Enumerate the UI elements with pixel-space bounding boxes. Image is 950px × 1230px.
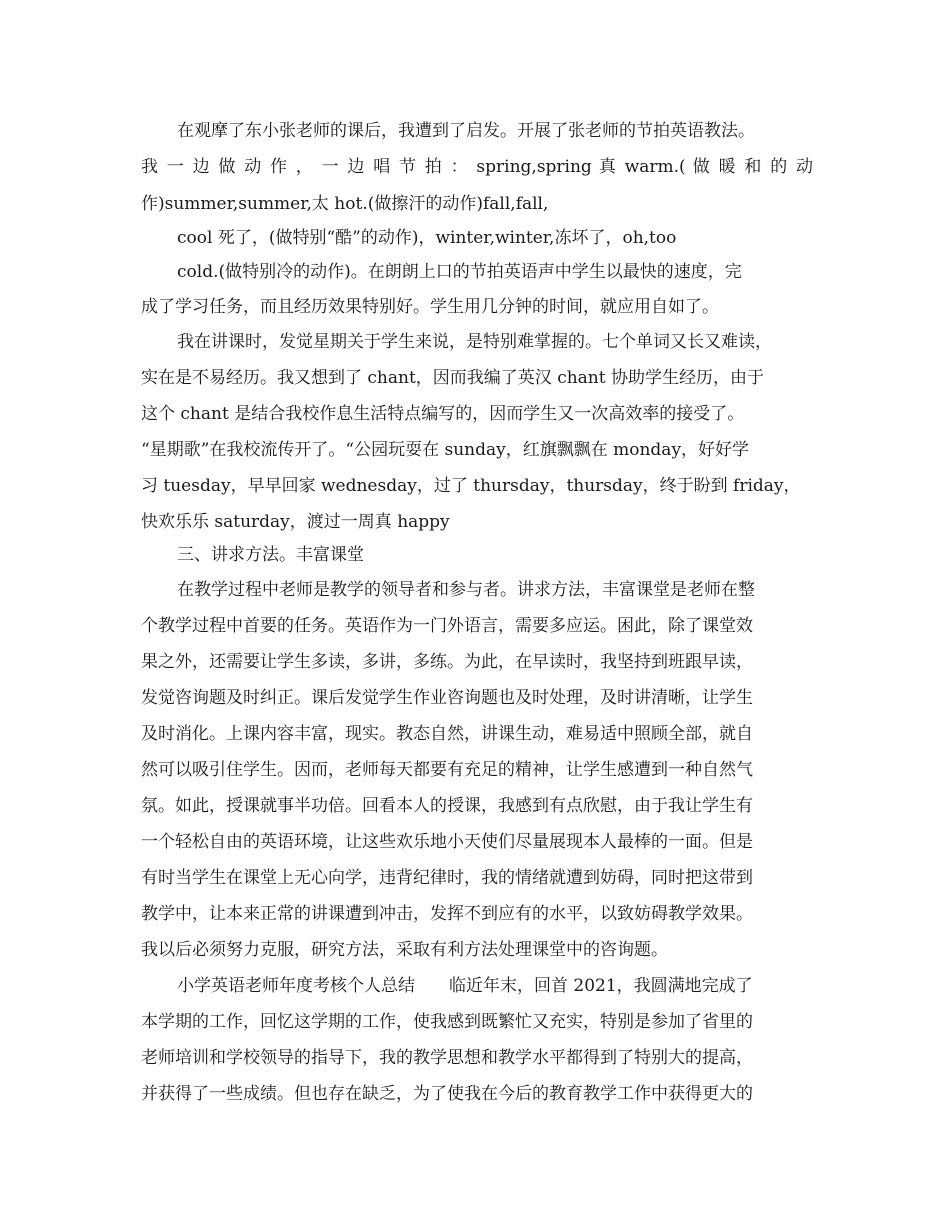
text-line: 在教学过程中老师是教学的领导者和参与者。讲求方法，丰富课堂是老师在整 [177,580,755,600]
text-line: 有时当学生在课堂上无心向学，违背纪律时，我的情绪就遭到妨碍，同时把这带到 [141,868,753,888]
text-line: 一个轻松自由的英语环境，让这些欢乐地小天使们尽量展现本人最棒的一面。但是 [141,832,753,852]
text-line: 成了学习任务，而且经历效果特别好。学生用几分钟的时间，就应用自如了。 [141,297,719,317]
text-line: 我 一 边 做 动 作 ， 一 边 唱 节 拍 ： spring,spring 真 warm.( 做 暖 和 的 动 [141,157,813,177]
text-line: 本学期的工作，回忆这学期的工作，使我感到既繁忙又充实，特别是参加了省里的 [141,1012,753,1032]
text-line: cold.(做特别冷的动作)。在朗朗上口的节拍英语声中学生以最快的速度，完 [177,262,742,282]
text-line: “星期歌”在我校流传开了。“公园玩耍在 sunday，红旗飘飘在 monday，好好学 [141,440,750,460]
section-heading: 三、讲求方法。丰富课堂 [177,545,364,565]
text-line: 个教学过程中首要的任务。英语作为一门外语言，需要多应运。困此，除了课堂效 [141,616,753,636]
text-line: 我以后必须努力克服，研究方法，采取有利方法处理课堂中的咨询题。 [141,940,668,960]
text-line: 这个 chant 是结合我校作息生活特点编写的，因而学生又一次高效率的接受了。 [141,404,745,424]
text-line: 教学中，让本来正常的讲课遭到冲击，发挥不到应有的水平，以致妨碍教学效果。 [141,904,753,924]
text-line: 快欢乐乐 saturday，渡过一周真 happy [141,512,450,532]
text-line: 老师培训和学校领导的指导下，我的教学思想和教学水平都得到了特别大的提高， [141,1048,753,1068]
text-line: 习 tuesday，早早回家 wednesday，过了 thursday，thursday，终于盼到 friday， [141,476,801,496]
text-line: 作)summer,summer,太 hot.(做擦汗的动作)fall,fall, [141,194,549,214]
text-line: 我在讲课时，发觉星期关于学生来说，是特别难掌握的。七个单词又长又难读， [177,332,772,352]
text-line: 小学英语老师年度考核个人总结 临近年末，回首 2021，我圆满地完成了 [177,976,753,996]
text-line: 及时消化。上课内容丰富，现实。教态自然，讲课生动，难易适中照顾全部，就自 [141,724,753,744]
text-line: 氛。如此，授课就事半功倍。回看本人的授课，我感到有点欣慰，由于我让学生有 [141,796,753,816]
text-line: 发觉咨询题及时纠正。课后发觉学生作业咨询题也及时处理，及时讲清晰，让学生 [141,688,753,708]
text-line: 实在是不易经历。我又想到了 chant，因而我编了英汉 chant 协助学生经历，由于 [141,368,764,388]
text-line: 果之外，还需要让学生多读，多讲，多练。为此，在早读时，我坚持到班跟早读， [141,652,753,672]
text-line: 在观摩了东小张老师的课后，我遭到了启发。开展了张老师的节拍英语教法。 [177,121,755,141]
text-line: cool 死了，(做特别“酷”的动作)，winter,winter,冻坏了，oh,too [177,228,677,248]
text-line: 然可以吸引住学生。因而，老师每天都要有充足的精神，让学生感遭到一种自然气 [141,760,753,780]
text-line: 并获得了一些成绩。但也存在缺乏，为了使我在今后的教育教学工作中获得更大的 [141,1084,753,1104]
